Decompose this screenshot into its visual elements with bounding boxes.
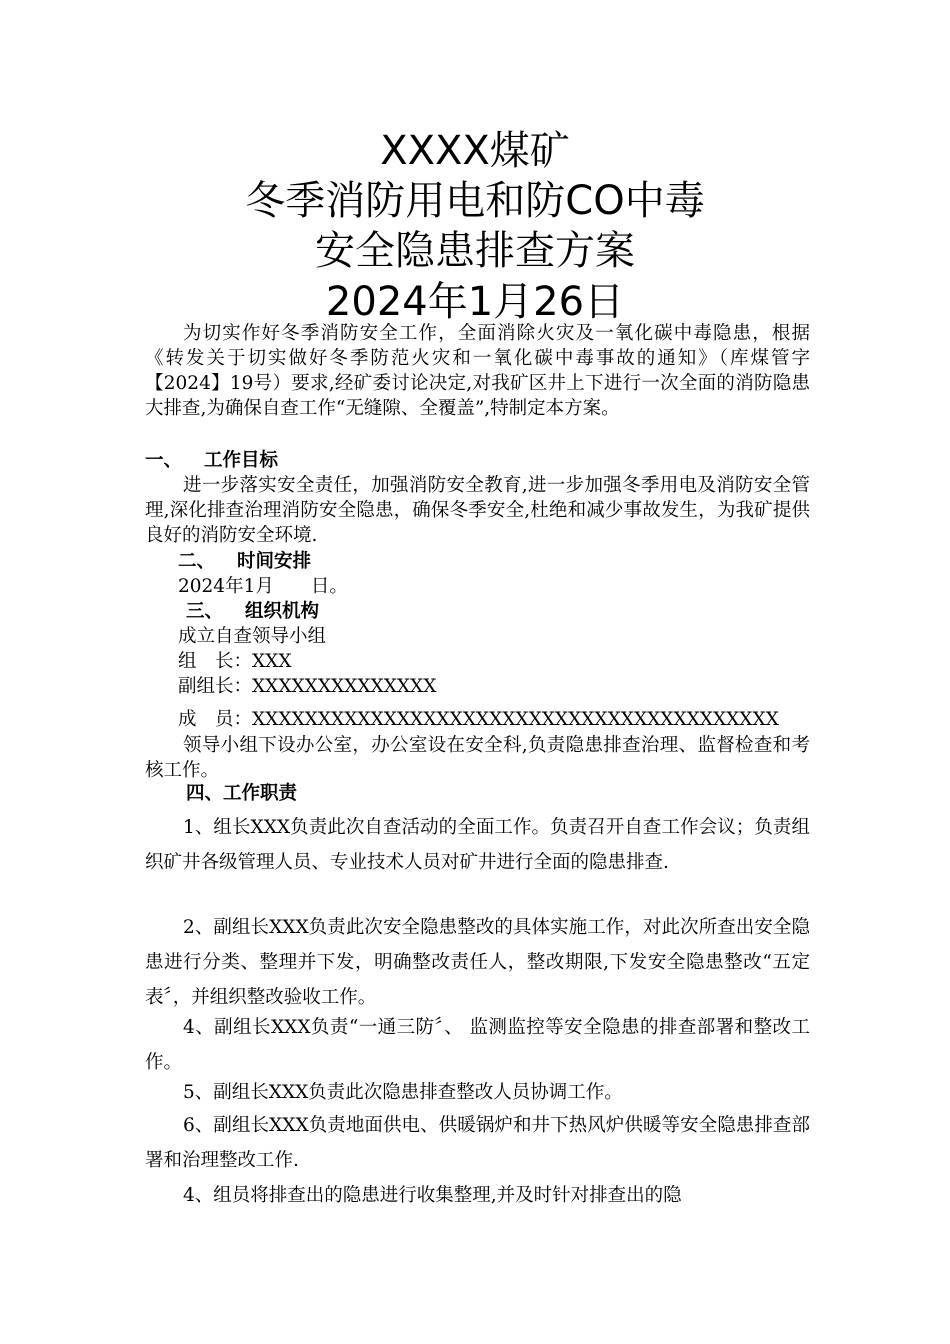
section-2-title: 时间安排 xyxy=(237,551,312,572)
section-2-body: 2024年1月 日。 xyxy=(178,576,348,597)
document-date: 2024年1月26日 xyxy=(325,279,625,325)
section-3-deputy: 副组长：XXXXXXXXXXXXXX xyxy=(178,676,437,697)
section-2-number: 二、 xyxy=(178,551,216,572)
section-3-heading xyxy=(186,599,319,624)
duty-item-5: 6、副组长XXX负责地面供电、供暖锅炉和井下热风炉供暖等安全隐患排查部署和治理整改工作. xyxy=(145,1115,810,1171)
section-1-heading xyxy=(145,448,278,473)
document-title-line-3: 安全隐患排查方案 xyxy=(315,228,635,274)
section-3-members: 成 员：XXXXXXXXXXXXXXXXXXXXXXXXXXXXXXXXXXXXXXXX xyxy=(178,709,779,730)
section-4-heading: 四、工作职责 xyxy=(186,783,298,804)
duty-item-3: 4、副组长XXX负责“一通三防〞、 监测监控等安全隐患的排查部署和整改工作。 xyxy=(145,1017,810,1073)
section-3-title: 组织机构 xyxy=(245,601,320,622)
document-title-line-2: 冬季消防用电和防CO中毒 xyxy=(245,178,705,224)
section-2-heading xyxy=(178,549,311,574)
duty-item-6: 4、组员将排查出的隐患进行收集整理,并及时针对排查出的隐 xyxy=(183,1185,682,1206)
section-1-body: 进一步落实安全责任，加强消防安全教育,进一步加强冬季用电及消防安全管理,深化排查治理消防安全隐患，确保冬季安全,杜绝和减少事故发生，为我矿提供良好的消防安全环境. xyxy=(145,475,810,546)
section-3-group-line: 成立自查领导小组 xyxy=(178,626,327,647)
intro-paragraph: 为切实作好冬季消防安全工作，全面消除火灾及一氧化碳中毒隐患，根据《转发关于切实做好冬季防范火灾和一氧化碳中毒事故的通知》（库煤管字 【2024】19号）要求,经矿委讨论决定,对我矿区井上下进行一次全面的消防隐患大排查,为确保自查工作“无缝隙、全覆盖”,特制定本方案。 xyxy=(145,323,810,419)
section-1-number: 一、 xyxy=(145,450,183,471)
document-title-line-1: XXXX煤矿 xyxy=(380,128,570,174)
duty-item-2: 2、副组长XXX负责此次安全隐患整改的具体实施工作，对此次所查出安全隐患进行分类、整理并下发，明确整改责任人，整改期限,下发安全隐患整改“五定表〞，并组织整改验收工作。 xyxy=(145,917,810,1008)
section-3-leader: 组 长：XXX xyxy=(178,651,292,672)
section-1-title: 工作目标 xyxy=(204,450,279,471)
section-3-office: 领导小组下设办公室，办公室设在安全科,负责隐患排查治理、监督检查和考核工作。 xyxy=(145,735,810,781)
duty-item-1: 1、组长XXX负责此次自查活动的全面工作。负责召开自查工作会议；负责组织矿井各级管理人员、专业技术人员对矿井进行全面的隐患排查. xyxy=(145,817,810,873)
section-3-number: 三、 xyxy=(186,601,224,622)
duty-item-4: 5、副组长XXX负责此次隐患排查整改人员协调工作。 xyxy=(183,1082,623,1103)
